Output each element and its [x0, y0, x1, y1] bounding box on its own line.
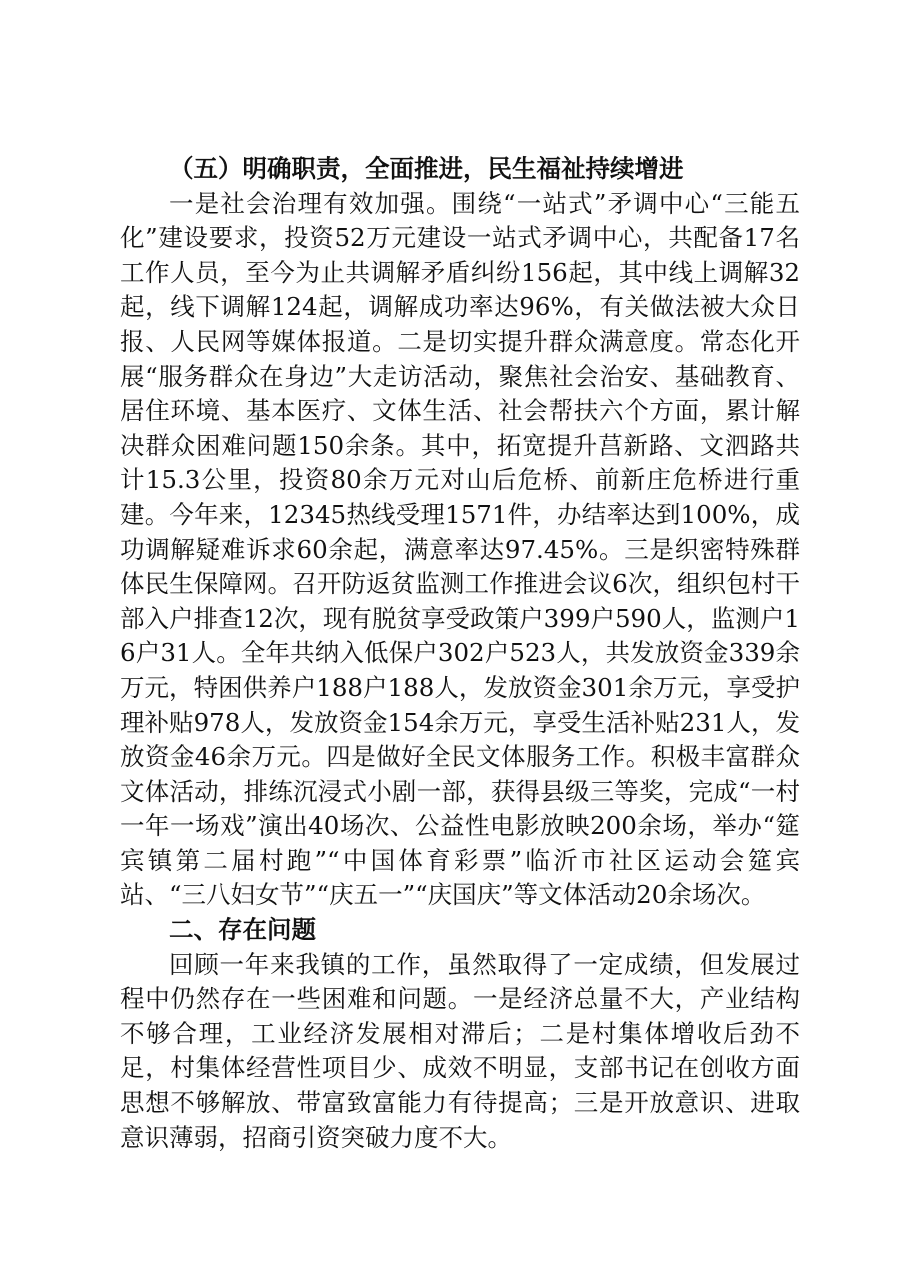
section-five-heading: （五）明确职责，全面推进，民生福祉持续增进 — [169, 154, 684, 183]
document-body — [120, 152, 800, 1155]
section-two-paragraph: 回顾一年来我镇的工作，虽然取得了一定成绩，但发展过程中仍然存在一些困难和问题。一是经济总量不大，产业结构不够合理，工业经济发展相对滞后；二是村集体增收后劲不足，村集体经营性项目少、成效不明显，支部书记在创收方面思想不够解放、带富致富能力有待提高；三是开放意识、进取意识薄弱，招商引资突破力度不大。 — [120, 949, 800, 1152]
section-five-paragraph: 一是社会治理有效加强。围绕“一站式”矛调中心“三能五化”建设要求，投资52万元建设一站式矛调中心，共配备17名工作人员，至今为止共调解矛盾纠纷156起，其中线上调解32起，线下调解124起，调解成功率达96%，有关做法被大众日报、人民网等媒体报道。二是切实提升群众满意度。常态化开展“服务群众在身边”大走访活动，聚焦社会治安、基础教育、居住环境、基本医疗、文体生活、社会帮扶六个方面，累计解决群众困难问题150余条。其中，拓宽提升莒新路、文泗路共计15.3公里，投资80余万元对山后危桥、前新庄危桥进行重建。今年来，12345热线受理1571件，办结率达到100%，成功调解疑难诉求60余起，满意率达97.45%。三是织密特殊群体民生保障网。召开防返贫监测工作推进会议6次，组织包村干部入户排查12次，现有脱贫享受政策户399户590人，监测户16户31人。全年共纳入低保户302户523人，共发放资金339余万元，特困供养户188户188人，发放资金301余万元，享受护理补贴978人，发放资金154余万元，享受生活补贴231人，发放资金46余万元。四是做好全民文体服务工作。积极丰富群众文体活动，排练沉浸式小剧一部，获得县级三等奖，完成“一村一年一场戏”演出40场次、公益性电影放映200余场，举办“筵宾镇第二届村跑”“中国体育彩票”临沂市社区运动会筵宾站、“三八妇女节”“庆五一”“庆国庆”等文体活动20余场次。 — [120, 188, 800, 910]
section-two-heading: 二、存在问题 — [169, 915, 316, 945]
